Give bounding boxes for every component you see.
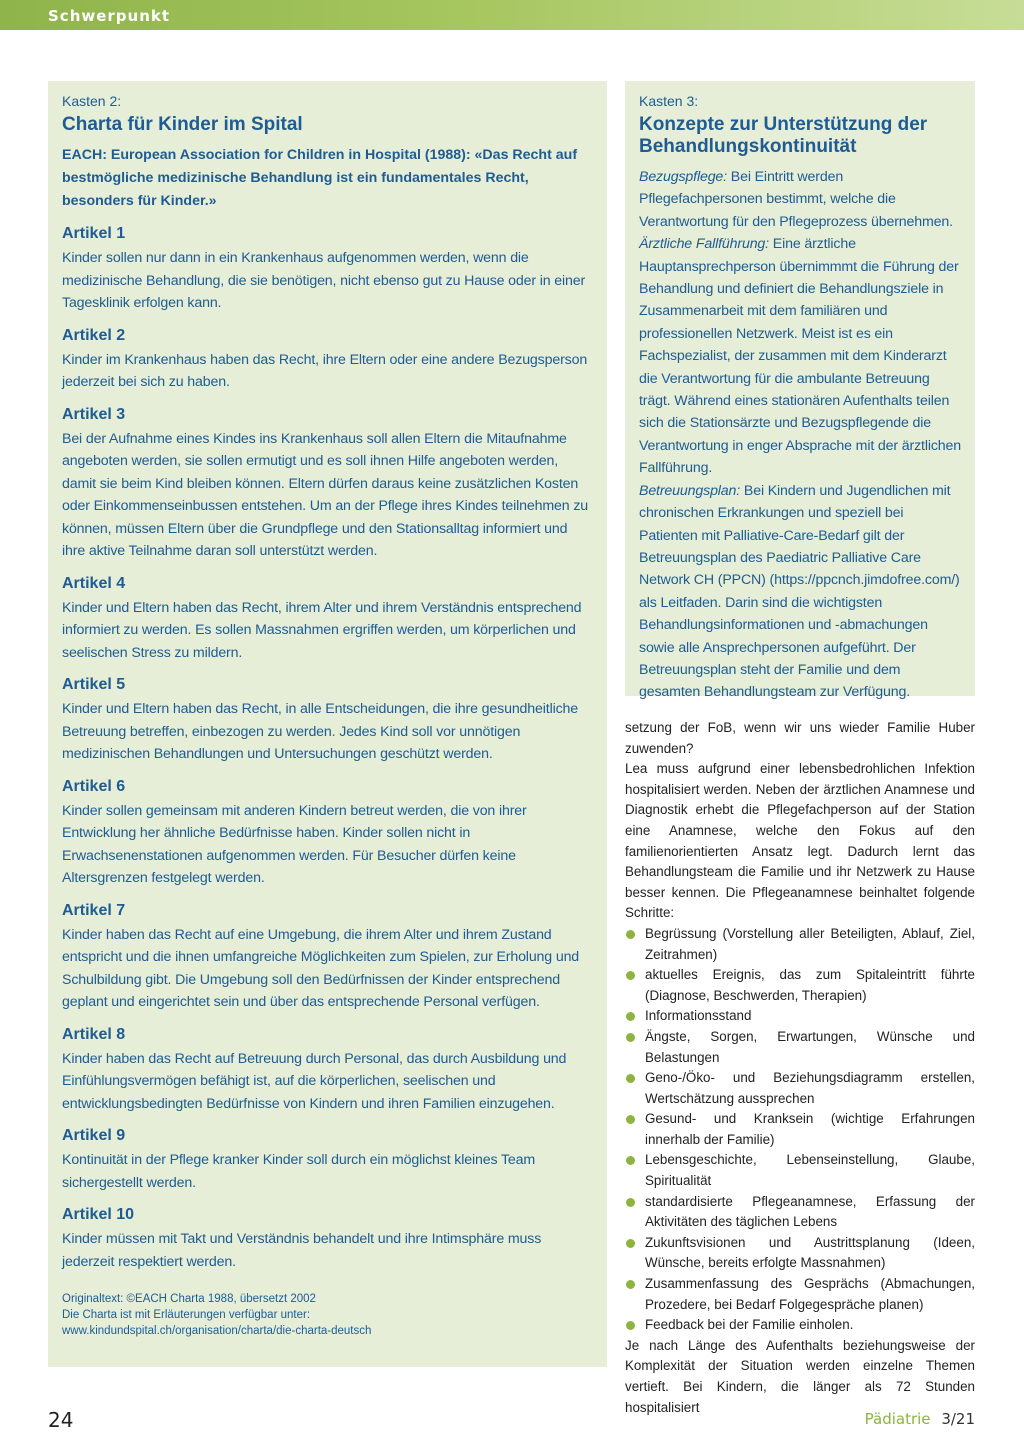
article-title: Artikel 1 — [62, 225, 126, 242]
article-title: Artikel 10 — [62, 1206, 135, 1223]
article-text: Kinder haben das Recht auf Betreuung durch Personal, das durch Ausbildung und Einfühlungsvermögen befähigt ist, auf die körperlichen, seelischen und entwicklungsbedingten Bedürfnisse von Kindern und ihren Familien einzugehen. — [62, 1050, 567, 1112]
bullet-item: Zusammenfassung des Gesprächs (Abmachungen, Prozedere, bei Bedarf Folgegespräche planen) — [625, 1274, 975, 1315]
journal-name: Pädiatrie — [864, 1410, 931, 1428]
article-text: Kinder sollen nur dann in ein Krankenhaus aufgenommen werden, wenn die medizinische Behandlung, die sie benötigen, nicht ebenso gut zu Hause oder in einer Tagesklinik erfolgen kann. — [62, 250, 586, 311]
bullet-list — [625, 924, 975, 1336]
concept-text: Eine ärztliche Hauptansprechperson übernimmmt die Führung der Behandlung und definiert die Behandlungsziele in Zusammenarbeit mit dem familiären und professionellen Netzwerk. Meist ist es ein Fachspezialist, der zusammen mit dem Kinderarzt die Verantwortung für die ambulante Betreuung trägt. Während eines stationären Aufenthalts teilen sich die Stationsärzte und Bezugspflegende die Verantwortung in enger Absprache mit der ärztlichen Fallführung. — [639, 236, 962, 477]
concept-list — [639, 166, 961, 704]
box-konzepte — [625, 81, 975, 701]
concept-text: Bei Eintritt werden Pflegefachpersonen bestimmt, welche die Verantwortung für den Pflegeprozess übernehmen. — [639, 169, 953, 230]
paragraph: Lea muss aufgrund einer lebensbedrohlichen Infektion hospitalisiert werden. Neben der ärztlichen Anamnese und Diagnostik erhebt die Pflegefachperson auf der Station eine Anamnese, welche den Fokus auf den familienorientierten Ansatz legt. Dadurch lernt das Behandlungsteam die Familie und ihr Netzwerk zu Hause besser kennen. Die Pflegeanamnese beinhaltet folgende Schritte: — [625, 761, 975, 921]
article-text: Kontinuität in der Pflege kranker Kinder soll durch ein möglichst kleines Team sichergestellt werden. — [62, 1152, 536, 1191]
footnote-link: www.kindundspital.ch/organisation/charta/die-charta-deutsch — [62, 1325, 372, 1337]
journal-issue: 3/21 — [941, 1410, 975, 1428]
box-charta — [48, 81, 607, 1367]
bullet-item: Begrüssung (Vorstellung aller Beteiligten, Ablauf, Ziel, Zeitrahmen) — [625, 924, 975, 965]
box-title: Charta für Kinder im Spital — [62, 114, 303, 135]
box-title: Konzepte zur Unterstützung der Behandlungskontinuität — [639, 114, 928, 157]
bullet-item: Lebensgeschichte, Lebenseinstellung, Glaube, Spiritualität — [625, 1150, 975, 1191]
bullet-item: standardisierte Pflegeanamnese, Erfassung der Aktivitäten des täglichen Lebens — [625, 1192, 975, 1233]
footnote-line: Originaltext: ©EACH Charta 1988, übersetzt 2002 — [62, 1293, 316, 1305]
article-text: Bei der Aufnahme eines Kindes ins Krankenhaus soll allen Eltern die Mitaufnahme angeboten werden, sie sollen ermutigt und es soll ihnen Hilfe angeboten werden, damit sie beim Kind bleiben können. Eltern dürfen daraus keine zusätzlichen Kosten oder Einkommenseinbussen entstehen. Um an der Pflege ihres Kindes teilnehmen zu können, müssen Eltern über die Grundpflege und den Stationsalltag informiert und ihre aktive Teilnahme daran soll unterstützt werden. — [62, 430, 589, 559]
article-text: Kinder im Krankenhaus haben das Recht, ihre Eltern oder eine andere Bezugsperson jederzeit bei sich zu haben. — [62, 351, 588, 390]
bullet-item: Geno-/Öko- und Beziehungsdiagramm erstellen, Wertschätzung aussprechen — [625, 1068, 975, 1109]
bullet-item: Informationsstand — [625, 1006, 975, 1027]
article-list — [62, 224, 593, 1273]
concept-item — [639, 166, 961, 233]
article-text: Kinder sollen gemeinsam mit anderen Kindern betreut werden, die von ihrer Entwicklung her ähnliche Bedürfnisse haben. Kinder sollen nicht in Erwachsenenstationen aufgenommen werden. Für Besucher dürfen keine Altersgrenzen festgelegt werden. — [62, 802, 527, 886]
bullet-item: aktuelles Ereignis, das zum Spitaleintritt führte (Diagnose, Beschwerden, Therapien) — [625, 965, 975, 1006]
section-header-bar — [0, 0, 1024, 30]
article-title: Artikel 2 — [62, 326, 126, 344]
bullet-item: Ängste, Sorgen, Erwartungen, Wünsche und Belastungen — [625, 1027, 975, 1068]
article-title: Artikel 3 — [62, 405, 126, 423]
article-title: Artikel 8 — [62, 1025, 126, 1043]
bullet-item: Zukunftsvisionen und Austrittsplanung (Ideen, Wünsche, bereits erfolgte Massnahmen) — [625, 1233, 975, 1274]
article-text: Kinder und Eltern haben das Recht, ihrem Alter und ihrem Verständnis entsprechend informiert zu werden. Es sollen Massnahmen ergriffen werden, um körperlichen und seelischen Stress zu mildern. — [62, 599, 582, 661]
article-title: Artikel 5 — [62, 676, 126, 693]
box-intro: EACH: European Association for Children in Hospital (1988): «Das Recht auf bestmögliche medizinische Behandlung ist ein fundamentales Recht, besonders für Kinder.» — [62, 147, 578, 209]
bullet-item: Feedback bei der Familie einholen. — [625, 1315, 975, 1336]
concept-text: Bei Kindern und Jugendlichen mit chronischen Erkrankungen und speziell bei Patienten mit Palliative-Care-Bedarf gilt der Betreuungsplan des Paediatric Palliative Care Network CH (PPCN) (https://ppcnch.jimdofree.com/) als Leitfaden. Darin sind die wichtigsten Behandlungsinformationen und -abmachungen sowie alle Ansprechpersonen aufgeführt. Der Betreuungsplan steht der Familie und dem gesamten Behandlungsteam zur Verfügung. — [639, 482, 960, 701]
article-body-text — [625, 718, 975, 1418]
page-number: 24 — [48, 1408, 74, 1432]
section-title: Schwerpunkt — [48, 7, 171, 25]
bullet-item: Gesund- und Kranksein (wichtige Erfahrungen innerhalb der Familie) — [625, 1109, 975, 1150]
box-label: Kasten 3: — [639, 93, 699, 109]
article-title: Artikel 6 — [62, 777, 126, 795]
journal-info — [865, 1410, 975, 1428]
concept-term: Ärztliche Fallführung: — [639, 236, 769, 253]
paragraph: setzung der FoB, wenn wir uns wieder Familie Huber zuwenden? — [625, 720, 975, 756]
article-text: Kinder müssen mit Takt und Verständnis behandelt und ihre Intimsphäre muss jederzeit respektiert werden. — [62, 1231, 542, 1270]
concept-term: Bezugspflege: — [639, 169, 727, 185]
article-text: Kinder und Eltern haben das Recht, in alle Entscheidungen, die ihre gesundheitliche Betreuung betreffen, einbezogen zu werden. Jedes Kind soll vor unnötigen medizinischen Behandlungen und Untersuchungen geschützt werden. — [62, 701, 579, 762]
box-label: Kasten 2: — [62, 93, 122, 109]
paragraph: Je nach Länge des Aufenthalts beziehungsweise der Komplexität der Situation werden einzelne Themen vertieft. Bei Kindern, die länger als 72 Stunden hospitalisiert — [625, 1337, 975, 1415]
article-title: Artikel 9 — [62, 1127, 126, 1144]
concept-item — [639, 233, 961, 479]
article-text: Kinder haben das Recht auf eine Umgebung, die ihrem Alter und ihrem Zustand entspricht und die ihnen umfangreiche Möglichkeiten zum Spielen, zur Erholung und Schulbildung gibt. Die Umgebung soll den Bedürfnissen der Kinder entsprechend geplant und eingerichtet sein und über das entsprechende Personal verfügen. — [62, 926, 580, 1010]
footnote-line: Die Charta ist mit Erläuterungen verfügbar unter: — [62, 1309, 311, 1321]
concept-term: Betreuungsplan: — [639, 482, 741, 499]
article-title: Artikel 4 — [62, 574, 126, 592]
box-footnote — [62, 1291, 593, 1339]
article-title: Artikel 7 — [62, 901, 126, 919]
concept-item — [639, 480, 961, 704]
